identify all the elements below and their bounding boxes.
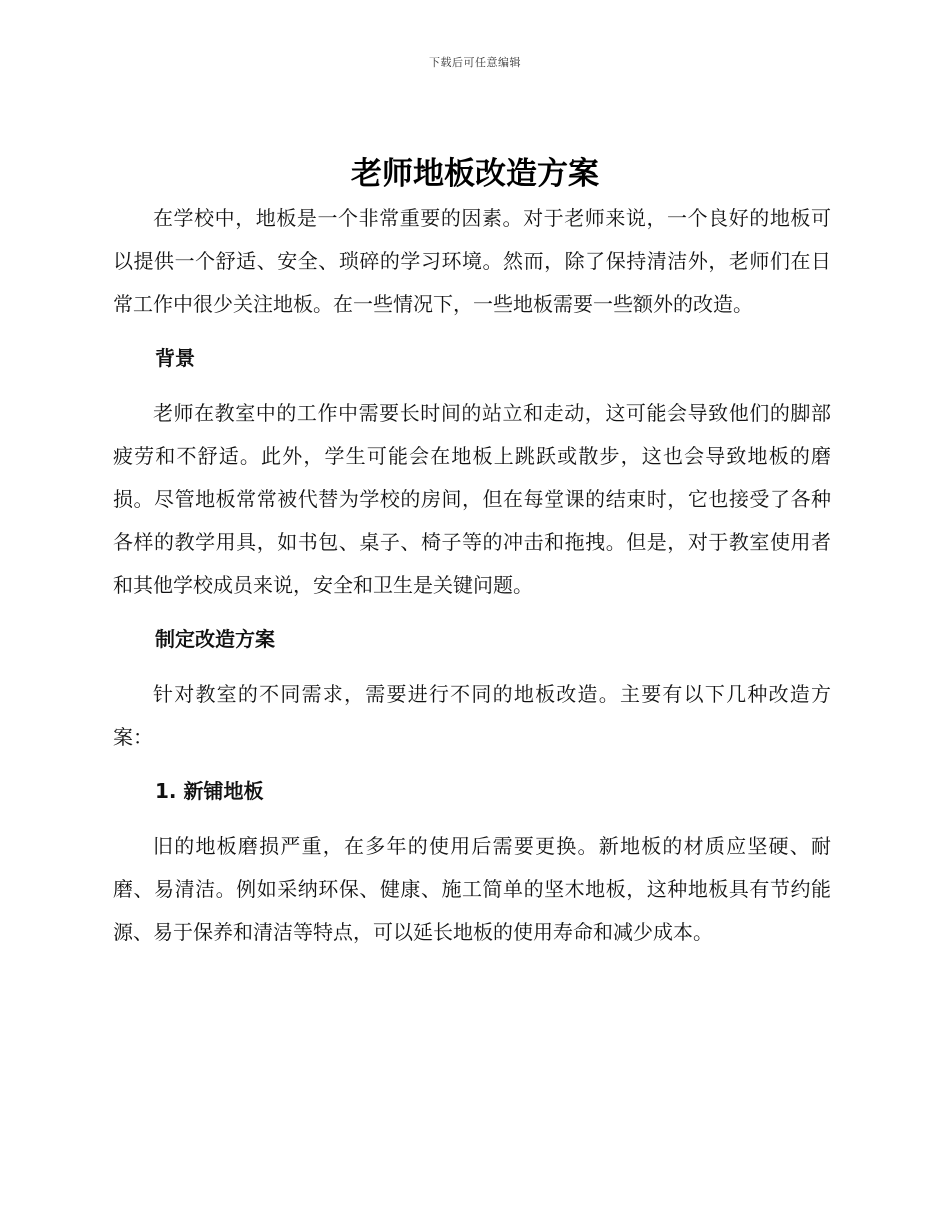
document-title: 老师地板改造方案: [351, 156, 599, 192]
background-paragraph: 老师在教室中的工作中需要长时间的站立和走动，这可能会导致他们的脚部疲劳和不舒适。此外，学生可能会在地板上跳跃或散步，这也会导致地板的磨损。尽管地板常常被代替为学校的房间，但在每堂课的结束时，它也接受了各种各样的教学用具，如书包、桌子、椅子等的冲击和拖拽。但是，对于教室使用者和其他学校成员来说，安全和卫生是关键问题。: [113, 401, 831, 597]
section-heading-new-floor: 1. 新铺地板: [155, 779, 264, 803]
plan-paragraph: 针对教室的不同需求，需要进行不同的地板改造。主要有以下几种改造方案：: [113, 682, 831, 749]
new-floor-paragraph: 旧的地板磨损严重，在多年的使用后需要更换。新地板的材质应坚硬、耐磨、易清洁。例如采纳环保、健康、施工简单的坚木地板，这种地板具有节约能源、易于保养和清洁等特点，可以延长地板的使用寿命和减少成本。: [113, 834, 831, 944]
intro-paragraph: 在学校中，地板是一个非常重要的因素。对于老师来说，一个良好的地板可以提供一个舒适、安全、琐碎的学习环境。然而，除了保持清洁外，老师们在日常工作中很少关注地板。在一些情况下，一些地板需要一些额外的改造。: [113, 206, 831, 316]
page-header: 下载后可任意编辑: [429, 56, 521, 69]
section-heading-plan: 制定改造方案: [155, 627, 275, 651]
section-heading-background: 背景: [155, 346, 195, 370]
document-body: [113, 197, 831, 954]
